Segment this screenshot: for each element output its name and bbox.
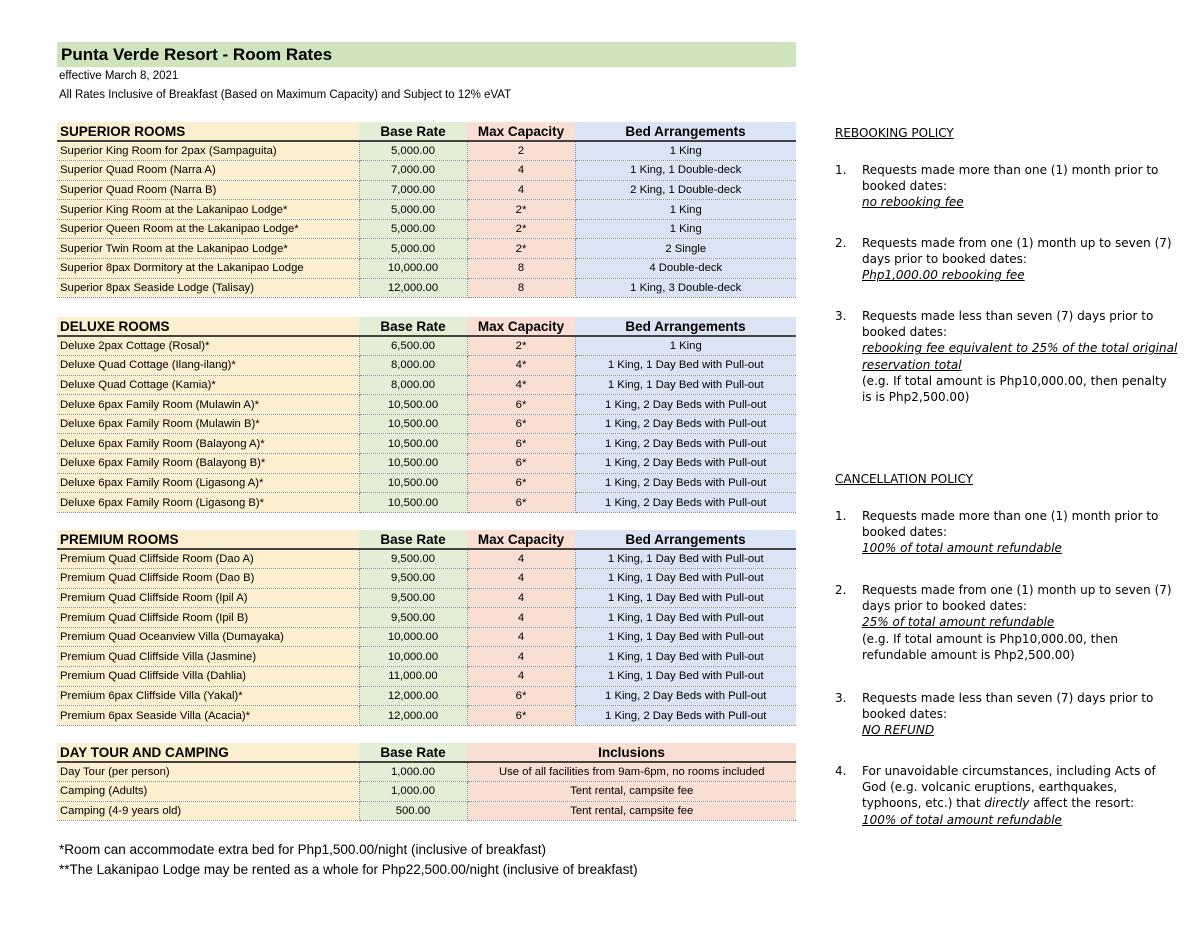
table-row — [57, 161, 796, 181]
max-capacity: 8 — [467, 278, 575, 298]
table-row — [57, 627, 796, 647]
bed-arrangement: 1 King, 2 Day Beds with Pull-out — [575, 493, 796, 513]
bed-arrangements-header: Bed Arrangements — [575, 317, 796, 336]
item-text: Requests made from one (1) month up to seven (7) days prior to booked dates: — [862, 236, 1172, 267]
base-rate: 500.00 — [359, 801, 467, 821]
item-emphasis: directly — [984, 796, 1030, 811]
table-row — [57, 414, 796, 434]
room-name: Deluxe 6pax Family Room (Ligasong A)* — [57, 473, 359, 493]
item-text: Requests made more than one (1) month prior to booked dates: — [862, 163, 1159, 194]
deluxe-rooms-table — [57, 317, 796, 513]
premium-rooms-table — [57, 530, 796, 726]
base-rate: 12,000.00 — [359, 706, 467, 726]
rebooking-policy-heading — [835, 125, 1180, 141]
rebooking-item-2 — [835, 235, 1180, 284]
table-row — [57, 141, 796, 161]
base-rate: 1,000.00 — [359, 782, 467, 802]
item-number: 1. — [835, 509, 847, 523]
item-term: Php1,000.00 rebooking fee — [862, 268, 1025, 283]
effective-date: effective March 8, 2021 — [59, 70, 179, 82]
table-row — [57, 180, 796, 200]
max-capacity: 6* — [467, 706, 575, 726]
room-name: Deluxe 6pax Family Room (Ligasong B)* — [57, 493, 359, 513]
table-row — [57, 454, 796, 474]
max-capacity: 2* — [467, 239, 575, 259]
rebooking-heading-text: REBOOKING POLICY — [835, 126, 954, 140]
page-title: Punta Verde Resort - Room Rates — [61, 45, 333, 64]
item-text: Requests made less than seven (7) days prior to booked dates: — [862, 691, 1154, 722]
bed-arrangement: 1 King, 1 Day Bed with Pull-out — [575, 647, 796, 667]
footnote-lodge-rental: **The Lakanipao Lodge may be rented as a whole for Php22,500.00/night (inclusive of breakfast) — [59, 862, 638, 877]
base-rate: 1,000.00 — [359, 762, 467, 782]
max-capacity: 6* — [467, 414, 575, 434]
room-name: Deluxe 6pax Family Room (Balayong B)* — [57, 454, 359, 474]
max-capacity: 4 — [467, 608, 575, 628]
item-term: NO REFUND — [862, 723, 935, 738]
base-rate: 10,000.00 — [359, 259, 467, 279]
table-header — [57, 530, 796, 549]
footnote-extra-bed: *Room can accommodate extra bed for Php1,500.00/night (inclusive of breakfast) — [59, 842, 547, 857]
max-capacity: 4 — [467, 588, 575, 608]
room-name: Premium Quad Cliffside Room (Dao B) — [57, 569, 359, 589]
max-capacity: 4 — [467, 161, 575, 181]
room-name: Superior King Room at the Lakanipao Lodge* — [57, 200, 359, 220]
bed-arrangement: 1 King — [575, 336, 796, 356]
max-capacity: 4 — [467, 549, 575, 569]
bed-arrangement: 1 King, 1 Day Bed with Pull-out — [575, 375, 796, 395]
max-capacity: 4 — [467, 667, 575, 687]
cancellation-item-2 — [835, 582, 1180, 663]
room-name: Superior Quad Room (Narra B) — [57, 180, 359, 200]
base-rate: 10,000.00 — [359, 627, 467, 647]
bed-arrangement: 1 King, 2 Day Beds with Pull-out — [575, 686, 796, 706]
section-heading: SUPERIOR ROOMS — [57, 122, 359, 141]
base-rate: 11,000.00 — [359, 667, 467, 687]
max-capacity: 4* — [467, 356, 575, 376]
cancellation-policy-heading — [835, 471, 1180, 487]
room-name: Premium 6pax Cliffside Villa (Yakal)* — [57, 686, 359, 706]
room-name: Superior Queen Room at the Lakanipao Lodge* — [57, 219, 359, 239]
inclusions: Tent rental, campsite fee — [467, 801, 796, 821]
max-capacity: 6* — [467, 395, 575, 415]
room-name: Premium Quad Cliffside Room (Ipil A) — [57, 588, 359, 608]
item-text: For unavoidable circumstances, including Acts of God (e.g. volcanic eruptions, earthquakes, typhoons, etc.) that — [862, 764, 1156, 811]
room-name: Deluxe Quad Cottage (Kamia)* — [57, 375, 359, 395]
base-rate-header: Base Rate — [359, 122, 467, 141]
max-capacity: 6* — [467, 454, 575, 474]
table-row — [57, 667, 796, 687]
bed-arrangement: 1 King — [575, 219, 796, 239]
bed-arrangement: 1 King, 1 Day Bed with Pull-out — [575, 356, 796, 376]
item-number: 3. — [835, 691, 847, 705]
table-row — [57, 278, 796, 298]
room-name: Deluxe 6pax Family Room (Mulawin B)* — [57, 414, 359, 434]
base-rate: 8,000.00 — [359, 375, 467, 395]
table-row — [57, 395, 796, 415]
base-rate: 9,500.00 — [359, 608, 467, 628]
item-text-end: affect the resort: — [1029, 796, 1135, 811]
table-row — [57, 356, 796, 376]
item-name: Day Tour (per person) — [57, 762, 359, 782]
rebooking-item-1 — [835, 162, 1180, 211]
base-rate: 5,000.00 — [359, 200, 467, 220]
max-capacity: 8 — [467, 259, 575, 279]
bed-arrangement: 2 Single — [575, 239, 796, 259]
table-row — [57, 336, 796, 356]
bed-arrangement: 1 King, 1 Day Bed with Pull-out — [575, 569, 796, 589]
base-rate: 7,000.00 — [359, 161, 467, 181]
max-capacity: 4 — [467, 569, 575, 589]
table-row — [57, 782, 796, 802]
room-name: Premium Quad Cliffside Villa (Dahlia) — [57, 667, 359, 687]
max-capacity: 2 — [467, 141, 575, 161]
bed-arrangement: 1 King — [575, 141, 796, 161]
rates-note: All Rates Inclusive of Breakfast (Based on Maximum Capacity) and Subject to 12% eVAT — [59, 89, 512, 101]
item-name: Camping (4-9 years old) — [57, 801, 359, 821]
table-header — [57, 317, 796, 336]
max-capacity: 4 — [467, 647, 575, 667]
table-row — [57, 569, 796, 589]
max-capacity: 6* — [467, 686, 575, 706]
bed-arrangement: 1 King, 1 Day Bed with Pull-out — [575, 588, 796, 608]
bed-arrangement: 1 King, 1 Double-deck — [575, 161, 796, 181]
cancellation-item-4 — [835, 763, 1180, 828]
bed-arrangement: 1 King, 1 Day Bed with Pull-out — [575, 549, 796, 569]
bed-arrangement: 1 King, 3 Double-deck — [575, 278, 796, 298]
base-rate: 12,000.00 — [359, 278, 467, 298]
max-capacity: 6* — [467, 473, 575, 493]
room-name: Superior King Room for 2pax (Sampaguita) — [57, 141, 359, 161]
max-capacity: 6* — [467, 493, 575, 513]
table-row — [57, 434, 796, 454]
bed-arrangement: 1 King, 2 Day Beds with Pull-out — [575, 473, 796, 493]
bed-arrangement: 1 King, 1 Day Bed with Pull-out — [575, 608, 796, 628]
cancellation-item-3 — [835, 690, 1180, 739]
base-rate-header: Base Rate — [359, 743, 467, 762]
item-term: 100% of total amount refundable — [862, 541, 1062, 556]
section-heading: DAY TOUR AND CAMPING — [57, 743, 359, 762]
table-row — [57, 493, 796, 513]
table-row — [57, 762, 796, 782]
max-capacity-header: Max Capacity — [467, 530, 575, 549]
item-number: 1. — [835, 163, 847, 177]
base-rate: 8,000.00 — [359, 356, 467, 376]
room-name: Deluxe 6pax Family Room (Mulawin A)* — [57, 395, 359, 415]
item-term: 25% of total amount refundable — [862, 615, 1055, 630]
base-rate-header: Base Rate — [359, 530, 467, 549]
room-name: Deluxe 6pax Family Room (Balayong A)* — [57, 434, 359, 454]
base-rate: 5,000.00 — [359, 141, 467, 161]
max-capacity: 2* — [467, 336, 575, 356]
section-heading: PREMIUM ROOMS — [57, 530, 359, 549]
table-row — [57, 608, 796, 628]
section-heading: DELUXE ROOMS — [57, 317, 359, 336]
base-rate: 10,000.00 — [359, 647, 467, 667]
day-tour-camping-table — [57, 743, 796, 821]
room-name: Superior 8pax Seaside Lodge (Talisay) — [57, 278, 359, 298]
base-rate: 5,000.00 — [359, 219, 467, 239]
inclusions-header: Inclusions — [467, 743, 796, 762]
base-rate: 10,500.00 — [359, 454, 467, 474]
bed-arrangement: 1 King, 2 Day Beds with Pull-out — [575, 414, 796, 434]
item-text: Requests made less than seven (7) days prior to booked dates: — [862, 309, 1154, 340]
table-header — [57, 122, 796, 141]
base-rate: 9,500.00 — [359, 569, 467, 589]
inclusions: Tent rental, campsite fee — [467, 782, 796, 802]
page-title-banner — [57, 42, 796, 67]
table-row — [57, 259, 796, 279]
item-example: (e.g. If total amount is Php10,000.00, then penalty is is Php2,500.00) — [862, 373, 1167, 405]
room-name: Deluxe Quad Cottage (Ilang-ilang)* — [57, 356, 359, 376]
max-capacity: 4 — [467, 627, 575, 647]
max-capacity-header: Max Capacity — [467, 122, 575, 141]
base-rate: 7,000.00 — [359, 180, 467, 200]
table-row — [57, 219, 796, 239]
room-name: Superior Twin Room at the Lakanipao Lodge* — [57, 239, 359, 259]
base-rate: 10,500.00 — [359, 414, 467, 434]
room-name: Superior Quad Room (Narra A) — [57, 161, 359, 181]
max-capacity: 4* — [467, 375, 575, 395]
room-name: Deluxe 2pax Cottage (Rosal)* — [57, 336, 359, 356]
bed-arrangements-header: Bed Arrangements — [575, 530, 796, 549]
item-term: no rebooking fee — [862, 195, 964, 210]
cancellation-item-1 — [835, 508, 1180, 557]
table-row — [57, 801, 796, 821]
base-rate: 10,500.00 — [359, 473, 467, 493]
item-term: rebooking fee equivalent to 25% of the total original reservation total — [862, 341, 1178, 372]
base-rate: 9,500.00 — [359, 549, 467, 569]
item-term: 100% of total amount refundable — [862, 812, 1062, 827]
bed-arrangement: 1 King, 2 Day Beds with Pull-out — [575, 395, 796, 415]
item-number: 2. — [835, 236, 847, 250]
base-rate: 10,500.00 — [359, 434, 467, 454]
bed-arrangement: 1 King, 2 Day Beds with Pull-out — [575, 454, 796, 474]
max-capacity-header: Max Capacity — [467, 317, 575, 336]
item-number: 3. — [835, 309, 847, 323]
base-rate-header: Base Rate — [359, 317, 467, 336]
base-rate: 9,500.00 — [359, 588, 467, 608]
table-row — [57, 686, 796, 706]
base-rate: 12,000.00 — [359, 686, 467, 706]
table-header — [57, 743, 796, 762]
item-name: Camping (Adults) — [57, 782, 359, 802]
base-rate: 6,500.00 — [359, 336, 467, 356]
item-text: Requests made more than one (1) month prior to booked dates: — [862, 509, 1159, 540]
table-row — [57, 647, 796, 667]
base-rate: 10,500.00 — [359, 493, 467, 513]
room-name: Premium Quad Oceanview Villa (Dumayaka) — [57, 627, 359, 647]
room-name: Premium 6pax Seaside Villa (Acacia)* — [57, 706, 359, 726]
bed-arrangements-header: Bed Arrangements — [575, 122, 796, 141]
bed-arrangement: 1 King — [575, 200, 796, 220]
table-row — [57, 588, 796, 608]
rebooking-item-3 — [835, 308, 1180, 405]
table-row — [57, 549, 796, 569]
max-capacity: 4 — [467, 180, 575, 200]
bed-arrangement: 1 King, 1 Day Bed with Pull-out — [575, 627, 796, 647]
inclusions: Use of all facilities from 9am-6pm, no rooms included — [467, 762, 796, 782]
item-text: Requests made from one (1) month up to seven (7) days prior to booked dates: — [862, 583, 1172, 614]
bed-arrangement: 4 Double-deck — [575, 259, 796, 279]
max-capacity: 6* — [467, 434, 575, 454]
item-number: 2. — [835, 583, 847, 597]
table-row — [57, 239, 796, 259]
base-rate: 10,500.00 — [359, 395, 467, 415]
table-row — [57, 200, 796, 220]
max-capacity: 2* — [467, 200, 575, 220]
table-row — [57, 706, 796, 726]
bed-arrangement: 1 King, 1 Day Bed with Pull-out — [575, 667, 796, 687]
table-row — [57, 375, 796, 395]
cancellation-heading-text: CANCELLATION POLICY — [835, 472, 973, 486]
item-number: 4. — [835, 764, 847, 778]
table-row — [57, 473, 796, 493]
max-capacity: 2* — [467, 219, 575, 239]
base-rate: 5,000.00 — [359, 239, 467, 259]
room-name: Premium Quad Cliffside Room (Ipil B) — [57, 608, 359, 628]
room-name: Premium Quad Cliffside Villa (Jasmine) — [57, 647, 359, 667]
room-name: Premium Quad Cliffside Room (Dao A) — [57, 549, 359, 569]
bed-arrangement: 1 King, 2 Day Beds with Pull-out — [575, 706, 796, 726]
bed-arrangement: 2 King, 1 Double-deck — [575, 180, 796, 200]
room-name: Superior 8pax Dormitory at the Lakanipao Lodge — [57, 259, 359, 279]
bed-arrangement: 1 King, 2 Day Beds with Pull-out — [575, 434, 796, 454]
superior-rooms-table — [57, 122, 796, 298]
item-example: (e.g. If total amount is Php10,000.00, then refundable amount is Php2,500.00) — [862, 631, 1118, 662]
